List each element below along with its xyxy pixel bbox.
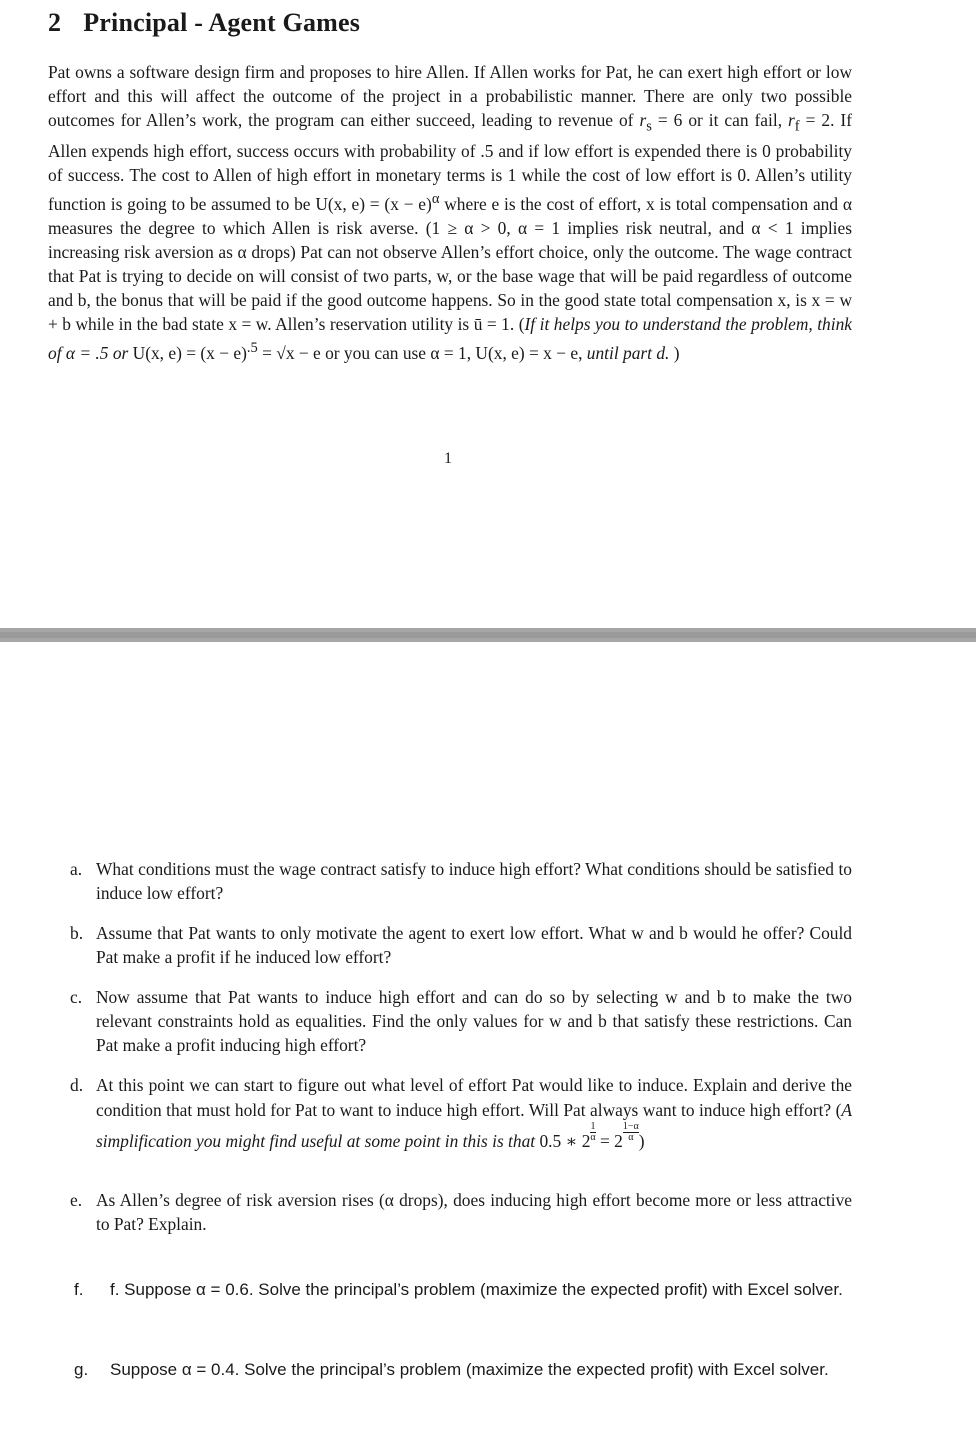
question-a-text: What conditions must the wage contract satisfy to induce high effort? What conditions should be satisfied to induce low effort? (96, 859, 852, 904)
question-d-hint: A simplification you might find useful at some point in this is that (96, 1099, 852, 1151)
intro-text-3: = 2. If Allen expends high effort, success occurs with probability of .5 and if low effort is expended there is 0 probability of success. The cost to Allen of high effort in monetary terms is 1 while the cost of low effort is 0. Allen’s utility function is going to be assumed to be (48, 110, 852, 214)
question-d: d. At this point we can start to figure out what level of effort Pat would like to induce. Explain and derive the condition that must hold for Pat to want to induce high effort. Will Pat always want to induce high effort? (A simplification you might find useful at some point in this is that 0.5 ∗ 2 $\frac{1}{\alpha}$ = 2 $\frac{1-\alpha}{\alpha}$ ) (70, 1075, 852, 1151)
question-g-label: g. (74, 1360, 89, 1379)
section-number: 2 (48, 8, 62, 37)
revenue-fail-symbol: r (788, 110, 795, 131)
question-e-label: e. (70, 1190, 83, 1210)
question-c (70, 985, 852, 1057)
hint-exponent: .5 (246, 340, 258, 357)
question-d-formula-right: = 2 (595, 1130, 623, 1151)
question-f (74, 1276, 870, 1303)
problem-statement: Pat owns a software design firm and proposes to hire Allen. If Allen works for Pat, he can exert high effort or low effort and this will affect the outcome of the project in a probabilistic manner. There are only two possible outcomes for Allen’s work, the program can either succeed, leading to revenue of $r_s = 6$ or it can fail, $r_f = 2$. If Allen expends high effort, success occurs with probability of .5 and if low effort is expended there is 0 probability of success. The cost to Allen of high effort in monetary terms is 1 while the cost of low effort is 0. Allen’s utility function is going to be assumed to be U(x, $e) = (x - e)^\alpha$ where e is the cost of effort, x is total compensation and α measures the degree to which Allen is risk averse. (1 ≥ α > 0, α = 1 implies risk neutral, and α < 1 implies increasing risk aversion as α drops) Pat can not observe Allen’s effort choice, only the outcome. The wage contract that Pat is trying to decide on will consist of two parts, w, or the base wage that will be paid regardless of outcome and b, the bonus that will be paid if the good outcome happens. So in the good state total compensation x, is x = w + b while in the bad state x = w. Allen’s reservation utility is ū = 1. (If it helps you to understand the problem, think of α = .5 or U(x, $e) = (x - e)^{.5} = √x - e$ or you can use α = 1, U(x, e) = x − e, until part d. ) (48, 62, 853, 364)
exponent-1-numerator: 1 (590, 1121, 596, 1133)
utility-exponent: α (431, 190, 440, 207)
section-title: Principal - Agent Games (83, 8, 361, 37)
question-b (70, 921, 852, 969)
revenue-success-symbol: r (639, 110, 647, 131)
revenue-success-subscript: s (646, 118, 652, 135)
exponent-2-denominator: α (623, 1132, 639, 1143)
question-e-text: As Allen’s degree of risk aversion rises (α drops), does inducing high effort become more or less attractive to Pat? Explain. (96, 1190, 852, 1235)
page-divider (0, 628, 976, 642)
revenue-fail-subscript: f (794, 118, 800, 135)
hint-text-2: until part d. (586, 343, 670, 364)
section-heading (48, 8, 360, 38)
reservation-utility: ū = 1. (473, 314, 515, 335)
question-a-label: a. (70, 859, 83, 879)
hint-sqrt-form: = √x − e (257, 343, 321, 364)
question-c-text: Now assume that Pat wants to induce high effort and can do so by selecting w and b to make the two relevant constraints hold as equalities. Find the only values for w and b that satisfy these restrictions. Can Pat make a profit inducing high effort? (96, 987, 852, 1056)
question-d-text: At this point we can start to figure out what level of effort Pat would like to induce. Explain and derive the condition that must hold for Pat to want to induce high effort. Will Pat always want to induce high effort? (96, 1075, 852, 1120)
exponent-1-denominator: α (590, 1132, 596, 1144)
intro-text-4: where e is the cost of effort, x is total compensation and α measures the degree to which Allen is risk averse. (1 ≥ α > 0, α = 1 implies risk neutral, and α < 1 implies increasing risk aversion as α drops) Pat can not observe Allen’s effort choice, only the outcome. The wage contract that Pat is trying to decide on will consist of two parts, w, or the base wage that will be paid regardless of outcome and b, the bonus that will be paid if the good outcome happens. So in the good state total compensation x, is x = w + b while in the bad state x = w. Allen’s reservation utility is (48, 193, 852, 335)
hint-utility-function: U(x, e) = (x − e) (132, 343, 247, 364)
intro-text-2: = 6 or it can fail, (651, 110, 789, 131)
question-b-text: Assume that Pat wants to only motivate the agent to exert low effort. What w and b would he offer? Could Pat make a profit if he induced low effort? (96, 923, 852, 968)
exponent-2-numerator: 1−α (622, 1121, 639, 1133)
intro-text-1: Pat owns a software design firm and proposes to hire Allen. If Allen works for Pat, he can exert high effort or low effort and this will affect the outcome of the project in a probabilistic manner. There are only two possible outcomes for Allen’s work, the program can either succeed, leading to revenue of (48, 62, 852, 131)
question-e (70, 1188, 852, 1236)
question-b-label: b. (70, 923, 84, 943)
hint-text-1: If it helps you to understand the problem, think of α = .5 or (48, 314, 853, 364)
hint-text-mid: or you can use (320, 343, 431, 364)
hint-alternative: α = 1, U(x, e) = x − e, (430, 343, 583, 364)
question-d-formula-left: 0.5 ∗ 2 (539, 1130, 591, 1151)
page-number: 1 (444, 450, 452, 467)
utility-function: U(x, e) = (x − e) (315, 193, 432, 214)
question-f-label: f. (74, 1280, 84, 1299)
question-f-text: f. Suppose α = 0.6. Solve the principal’s problem (maximize the expected profit) with Excel solver. (110, 1280, 843, 1299)
question-a (70, 857, 852, 905)
question-g-text: Suppose α = 0.4. Solve the principal’s problem (maximize the expected profit) with Excel solver. (110, 1360, 829, 1379)
question-g (74, 1356, 870, 1383)
question-c-label: c. (70, 987, 83, 1007)
exponent-fraction-2 (623, 1122, 639, 1143)
question-d-label: d. (70, 1075, 84, 1095)
